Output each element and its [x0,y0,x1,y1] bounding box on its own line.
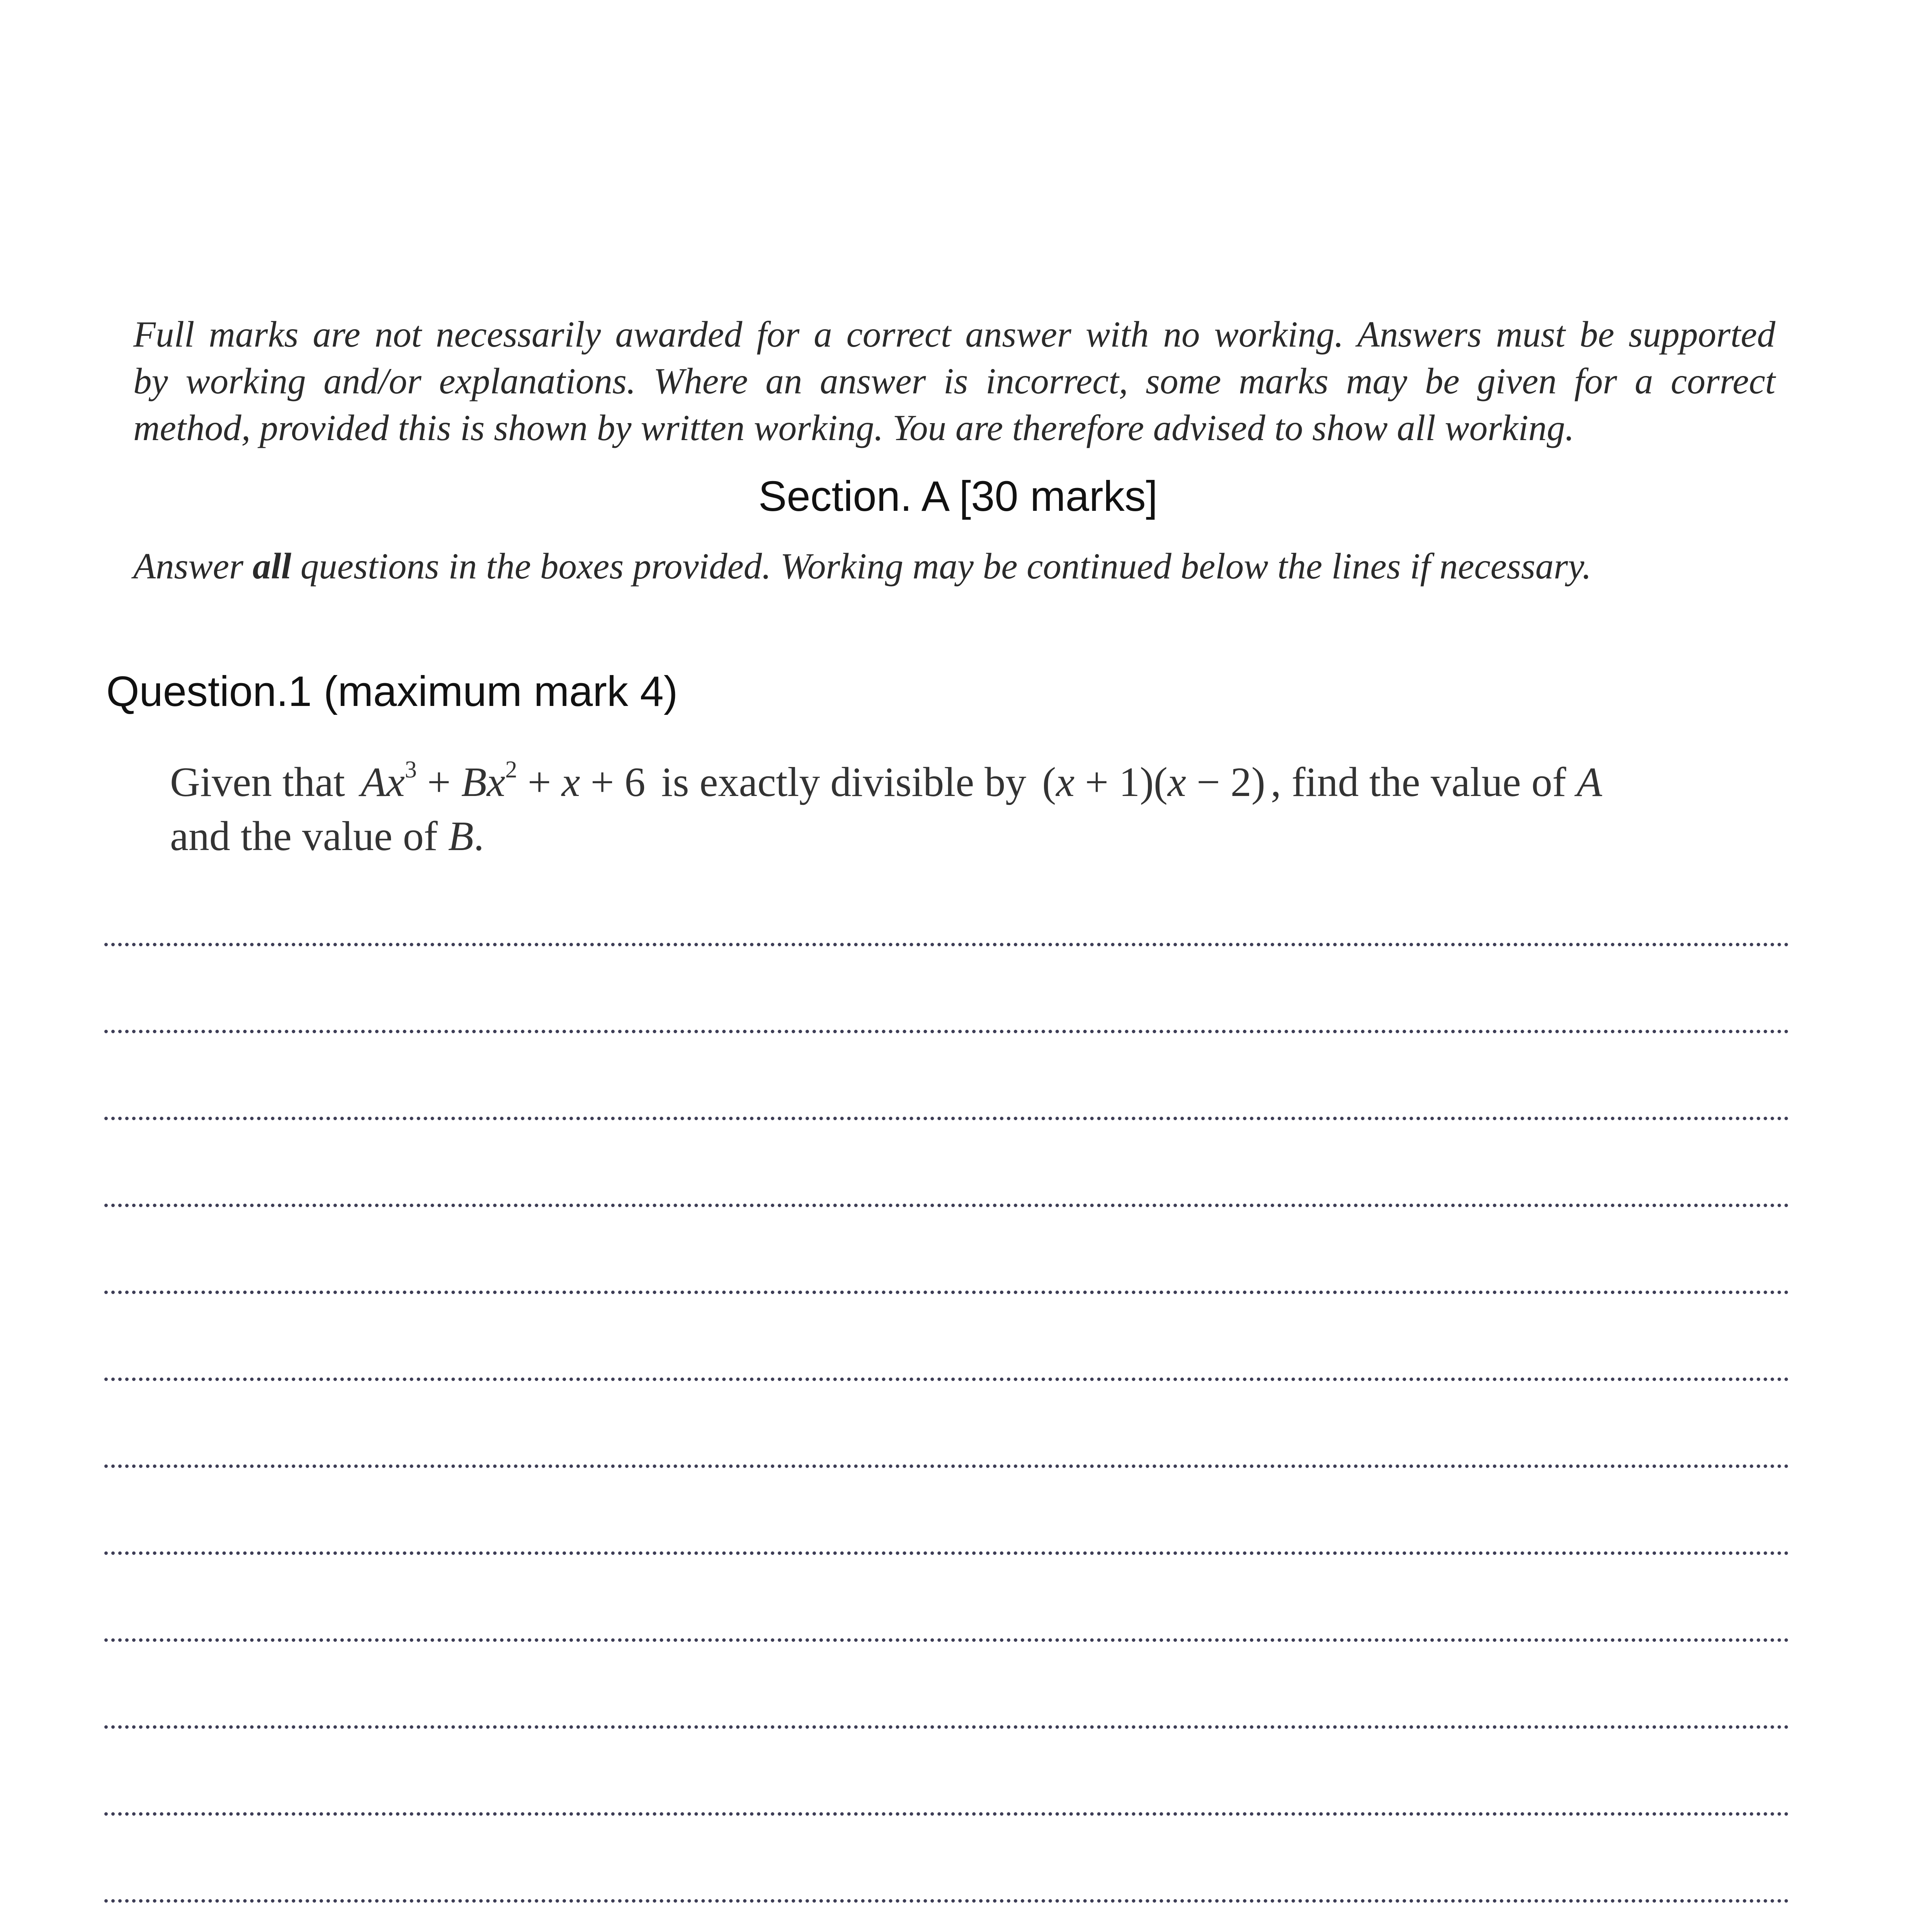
answer-line[interactable] [104,1030,1789,1033]
question-text-part-5: . [473,813,484,859]
question-text-part-3: , find the value of [1270,759,1577,805]
question-text-part-1: Given that [170,759,355,805]
answer-note-prefix: Answer [133,546,253,587]
question-text-part-4: and the value of [170,813,448,859]
divisor-expression: (x + 1)(x − 2) [1042,759,1265,805]
question-heading: Question.1 (maximum mark 4) [106,668,678,715]
answer-lines-area[interactable] [104,0,1789,1932]
answer-line[interactable] [104,1551,1789,1555]
answer-note-emphasis: all [252,546,292,587]
answer-line[interactable] [104,1899,1789,1903]
instructions-line-1: Full marks are not necessarily awarded for a correct answer with no working. Answers must be supported [133,314,1775,355]
answer-line[interactable] [104,1638,1789,1642]
instructions-line-3: method, provided this is shown by written working. You are therefore advised to show all working. [133,407,1574,448]
answer-line[interactable] [104,1378,1789,1381]
answer-line[interactable] [104,1812,1789,1816]
answer-line[interactable] [104,1725,1789,1729]
answer-line[interactable] [104,943,1789,946]
question-text-part-2: is exactly divisible by [651,759,1037,805]
answer-line[interactable] [104,1291,1789,1294]
polynomial-expression: $Ax^3 + Bx^2 + x + 6$ [360,757,646,805]
answer-line[interactable] [104,1117,1789,1120]
answer-note-suffix: questions in the boxes provided. Working may be continued below the lines if necessary. [291,546,1591,587]
variable-b: B [448,813,474,859]
instructions-line-2: by working and/or explanations. Where an answer is incorrect, some marks may be given for a correct [133,361,1775,401]
answer-line[interactable] [104,1464,1789,1468]
answer-line[interactable] [104,1204,1789,1207]
variable-a: A [1576,759,1602,805]
section-title: Section. A [30 marks] [758,473,1158,520]
